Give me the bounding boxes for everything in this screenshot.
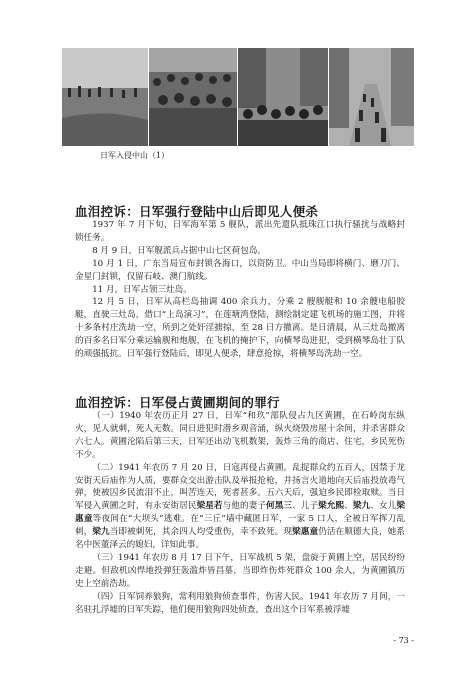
paragraph: （四）日军饲养狼狗，常利用狼狗侦查事件，伤害人民。1941 年农历 7 月间，一名驻扎浮墟的日军失踪，他们便用狼狗四处侦查，查出这个日军系被浮墟 <box>75 591 405 615</box>
page-number: - 73 - <box>393 636 414 645</box>
section1-title: 血泪控诉：日军强行登陆中山后即见人便杀 <box>75 204 319 219</box>
victim-name: 何黑三 <box>266 501 293 512</box>
paragraph: （三）1941 年农历 8 月 17 日下午，日军战机 5 架，盘旋于黄圃上空，居民纷纷走避。但敌机凶悍地投弹狂轰滥炸皆昌墓，当即炸伤炸死群众 100 余人，为黄圃镇历史上空前浩劫。 <box>75 552 405 589</box>
paragraph: 10 月 1 日，广东当局宣布封锁各海口，以资防卫。中山当局即将横门、磨刀门、金星门封锁，仅留石岐、澳门航线。 <box>75 258 405 282</box>
paragraph-text: 、 <box>344 501 353 512</box>
paragraph-text: 、女儿 <box>370 501 397 512</box>
victim-name: 梁允熙 <box>318 501 345 512</box>
paragraph-text: “三丘”墙中藏匿日军，一家 5 口人，全被日军挥刀乱刺， <box>75 514 405 538</box>
paragraph: 11 月，日军占领三灶岛。 <box>92 284 192 295</box>
photo-troops <box>149 48 237 146</box>
photo-crowd-city <box>238 48 328 146</box>
figure-caption: 日军入侵中山（1） <box>100 151 170 160</box>
paragraph-text: （二）1941 年农历 7 月 20 日，日寇再侵占黄圃。乱捉群众约五百人，因禁于龙安街天后庙作为人质，要群众交出游击队及举报抢枪，并扬言火道地向天后庙投放毒气弹，使被囚乡民流泪不止，叫苦连天，死者甚多。五六天后，强迫乡民即检取赎。当日军侵入黄圃之时，有永安街居民 <box>75 462 405 512</box>
victim-name: 梁九 <box>92 527 110 538</box>
figure-photos <box>62 48 414 146</box>
victim-name: 梁九 <box>352 501 371 512</box>
section2-title: 血泪控诉：日军侵占黄圃期间的罪行 <box>75 395 280 410</box>
paragraph: 12 月 5 日，日军从高栏岛抽调 400 余兵力，分乘 2 艘舰艇和 10 余艘电船胶艇，直驶三灶岛，借口“上岛演习”，在莲塘湾登陆，测绘制定建飞机场的施工图，并将十多条村庄洗劫一空，所到之处奸淫掳掠，至 28 日方撤离。是日清晨，从三灶岛撤离的百多名日军分乘运输舰和炮舰，在飞机的掩护下，向横琴岛进犯，受到横琴岛壮丁队的顽强抵抗。日军强行登陆后，即见人便杀，肆意抢掠，将横琴岛洗劫一空。 <box>75 297 405 360</box>
paragraph-text: 当即被刺死， <box>109 527 162 538</box>
paragraph-text: 仍活在顺德大良，她系名中医董泽云的媳妇，详知此事。 <box>75 527 405 551</box>
paragraph-text: 、儿子 <box>292 501 319 512</box>
section2-body <box>75 410 405 617</box>
paragraph: 1937 年 7 月下旬，日军海军第 5 舰队，派出先遣队抵珠江口执行骚扰与战略封锁任务。 <box>75 220 405 243</box>
paragraph <box>75 462 405 552</box>
paragraph: （一）1940 年农历正月 27 日，日军“和玖”部队侵占九区黄圃，在石岭岗东纵火，见人就刺，死人无数。同日进犯时潜乡观音涌，纵火烧毁房屋十余间，并杀害群众六七人。黄圃沦陷后第三天，日军还出动飞机数架，轰炸三角的商店、住宅，乡民死伤不少。 <box>75 411 405 460</box>
victim-name: 梁惠童 <box>292 527 319 538</box>
photo-landing-beach <box>62 48 148 146</box>
section1-body <box>75 219 405 361</box>
paragraph-text: 与他的妻子 <box>222 501 267 512</box>
victim-name: 梁惠童 <box>75 501 405 525</box>
photo-street-march <box>329 48 414 146</box>
paragraph-text: 其余四人均受重伤，幸不致死。现 <box>161 527 293 538</box>
victim-name: 梁星若 <box>196 501 223 512</box>
paragraph: 8 月 9 日，日军舰派兵占据中山七区荷包岛。 <box>92 245 267 256</box>
paragraph-text: 等夜间在“大坝头”逃难。在 <box>92 514 200 525</box>
